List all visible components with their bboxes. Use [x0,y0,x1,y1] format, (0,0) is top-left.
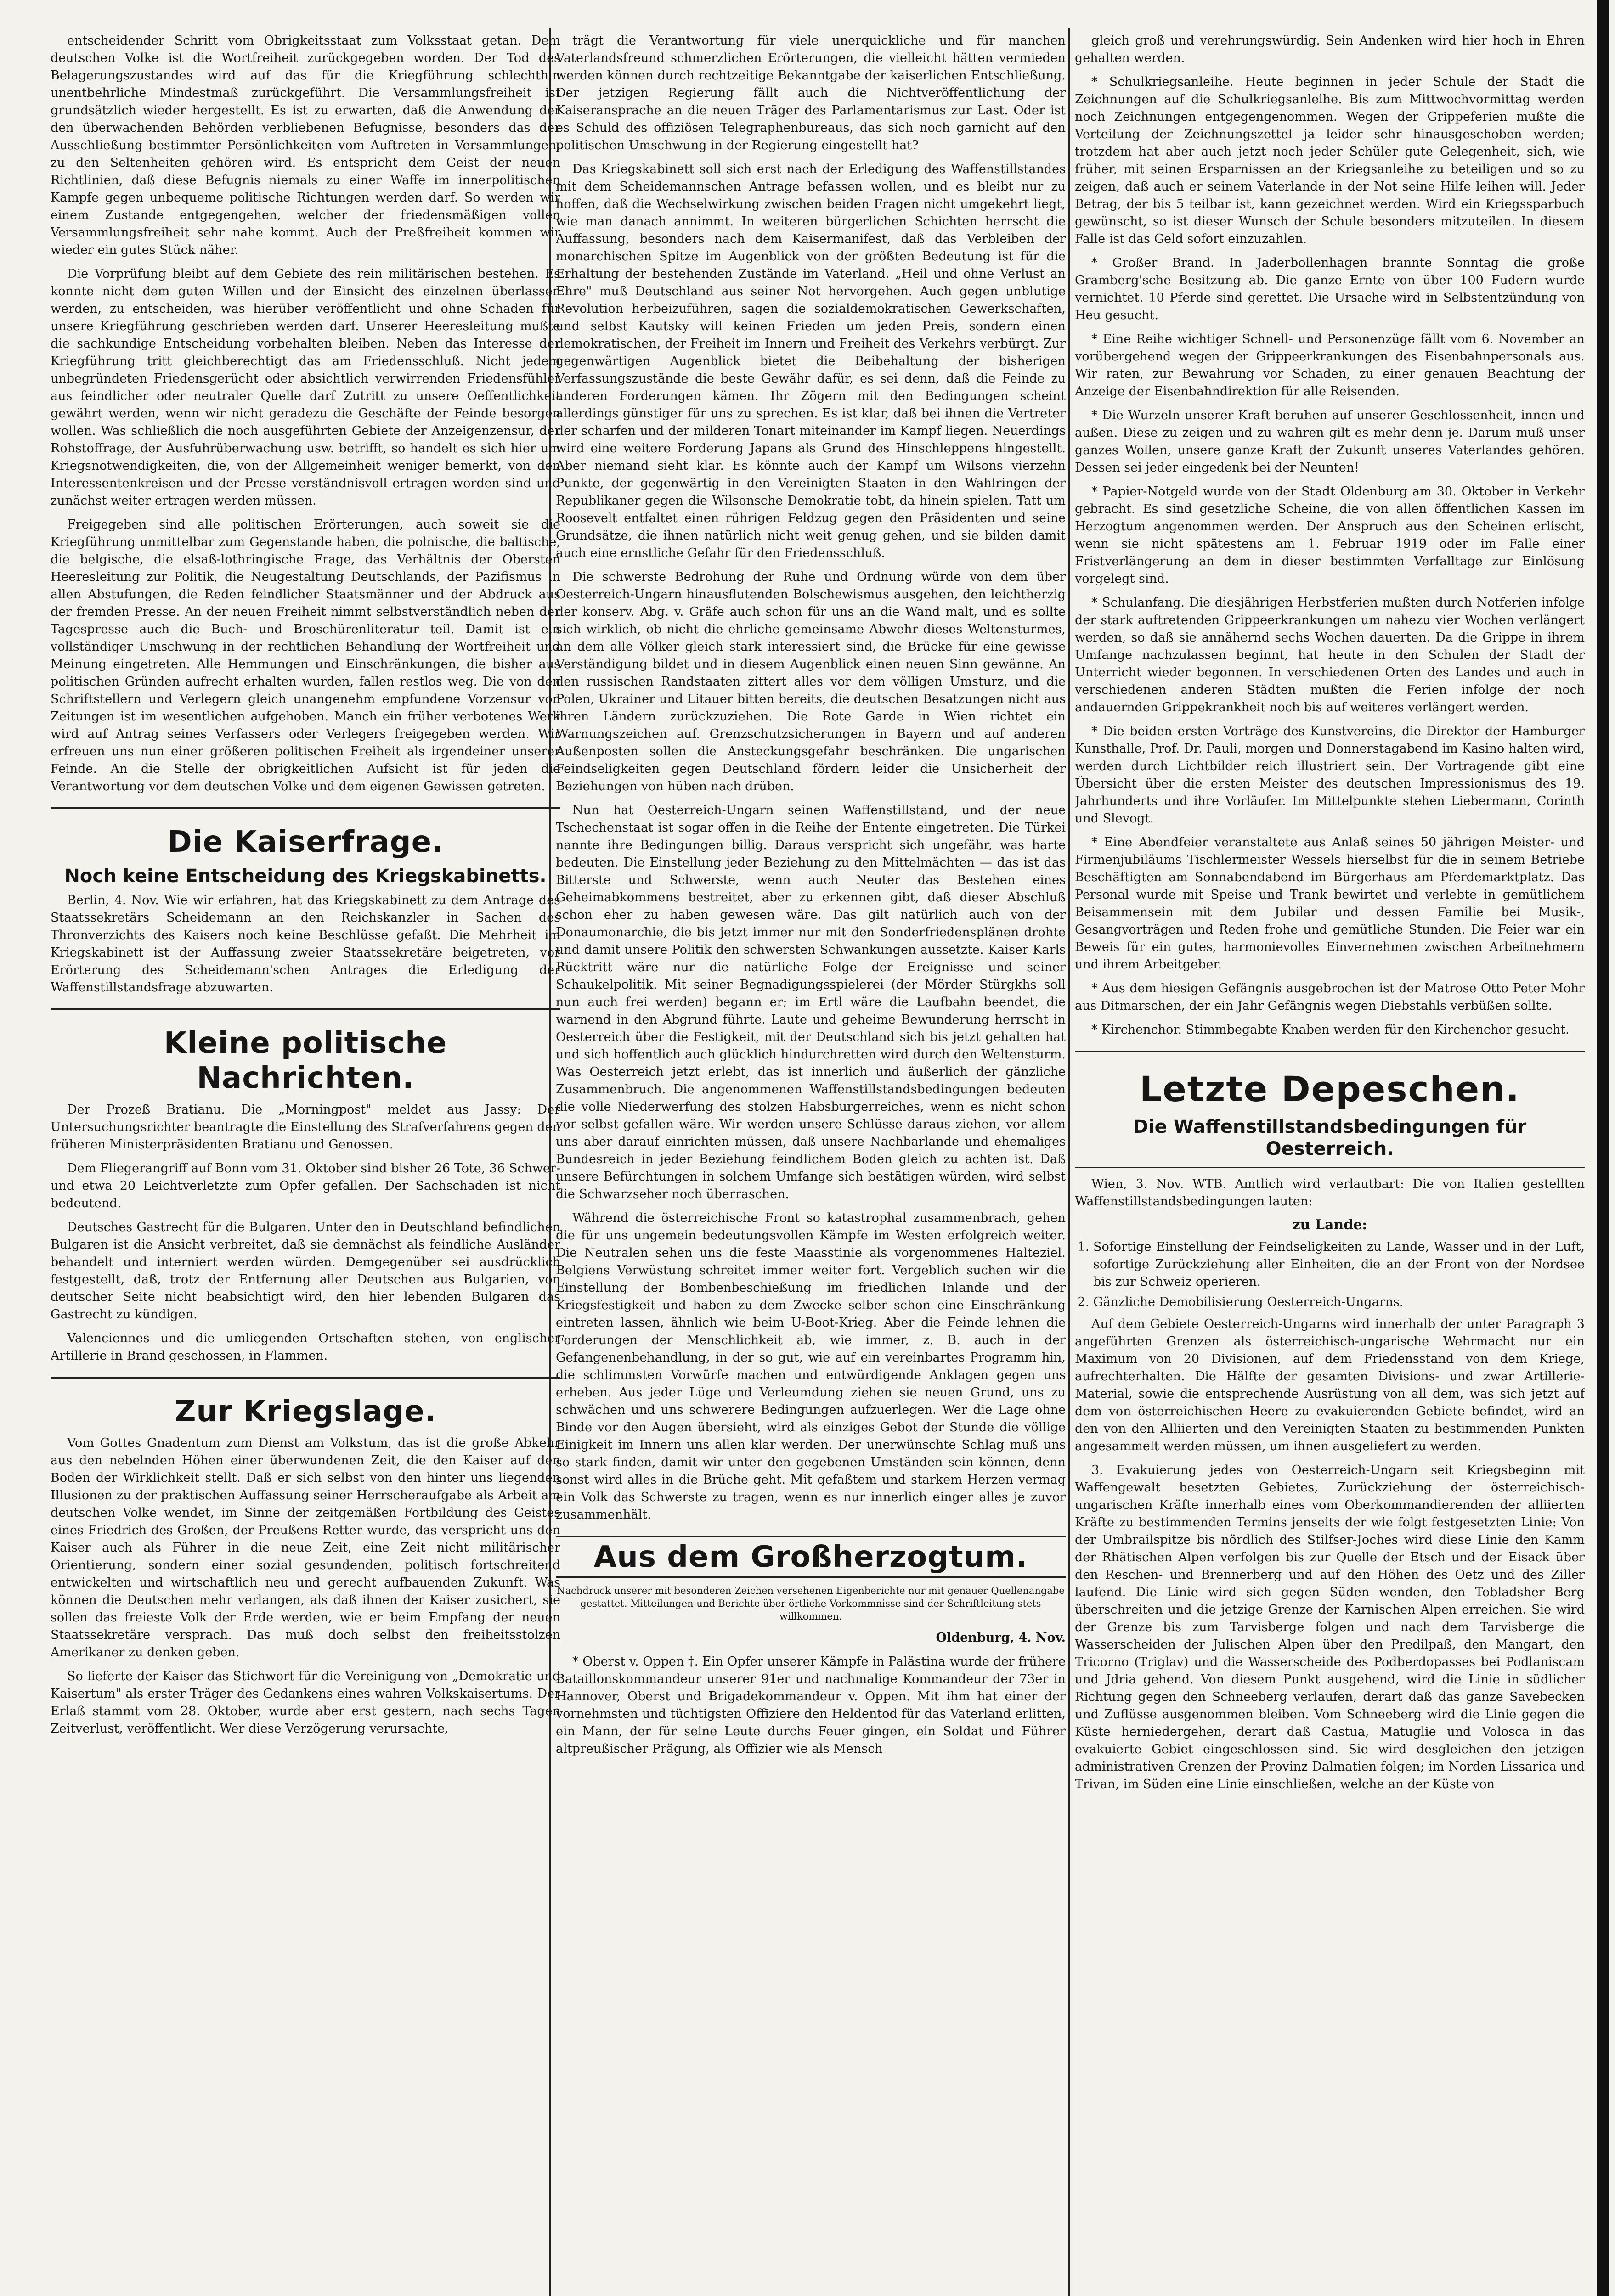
article-text: Vom Gottes Gnadentum zum Dienst am Volkstum, das ist die große Abkehr aus den nebelnden Höhen einer überwundenen Zeit, die den Kaiser auf den Boden der Wirklichkeit stellt. Daß er sich selbst von den hinter uns liegenden Illusionen zu der praktischen Auffassung seiner Herrscheraufgabe als Arbeit am deutschen Volke wendet, im Sinne der zeitgemäßen Fortbildung des Geistes eines Friedrich des Großen, der Preußens Retter wurde, das verspricht uns den Kaiser auch als Führer in die neue Zeit, eine Zeit nicht militärischer Orientierung, sondern einer sozial gesundenden, politisch fortschreitend entwickelten und wirtschaftlich neu und gerecht aufbauenden Zukunft. Was können die Deutschen mehr verlangen, als daß ihnen der Kaiser zusichert, sie sollen das freieste Volk der Erde werden, wie er beim Empfang der neuen Staatssekretäre versprach. Das muß doch selbst den freiheitsstolzen Amerikaner zu denken geben. [51,1436,560,1660]
subheadline: Noch keine Entscheidung des Kriegskabinetts. [64,866,547,887]
thin-divider [1075,1167,1585,1168]
local-item: * Die beiden ersten Vorträge des Kunstvereins, die Direktor der Hamburger Kunsthalle, Prof. Dr. Pauli, morgen und Donnerstagabend im Kasino halten wird, werden durch Lichtbilder reich illustriert sein. Der Vortragende gibt eine Übersicht über die ersten Meister des deutschen Impressionismus des 19. Jahrhunderts und ihre Vorläufer. Im Mittelpunkte stehen Liebermann, Corinth und Slevogt. [1075,724,1585,826]
section-divider [1075,1051,1585,1052]
news-item: Deutsches Gastrecht für die Bulgaren. Unter den in Deutschland befindlichen Bulgaren ist die Ansicht verbreitet, daß sie demnächst als feindliche Ausländer behandelt und interniert werden würden. Demgegenüber sei ausdrücklich festgestellt, daß, trotz der Entfernung aller Deutschen aus Bulgarien, von deutscher Seite nicht beabsichtigt wird, den hier lebenden Bulgaren das Gastrecht zu kündigen. [51,1220,560,1322]
article-text: * Oberst v. Oppen †. Ein Opfer unserer Kämpfe in Palästina wurde der frühere Bataillonskommandeur unserer 91er und nachmalige Kommandeur der 73er in Hannover, Oberst und Brigadekommandeur v. Oppen. Mit ihm hat einer der vornehmsten und tüchtigsten Offiziere den Heldentod für das Vaterland erlitten, ein Mann, der für seine Leute durchs Feuer gingen, ein Soldat und Führer altpreußischer Prägung, als Offizier wie als Mensch [556,1654,1066,1756]
local-item: * Großer Brand. In Jaderbollenhagen brannte Sonntag die große Gramberg'sche Besitzung ab. Die ganze Ernte von über 100 Fudern wurde vernichtet. 10 Pferde sind gerettet. Die Ursache wird in Selbstentzündung von Heu gesucht. [1075,256,1585,322]
page-edge [1597,0,1609,2296]
column-2 [556,32,1066,2296]
article-text: trägt die Verantwortung für viele unerquickliche und für manchen Vaterlandsfreund schmerzlichen Erörterungen, die vielleicht hätten vermieden werden können durch rechtzeitige Bekanntgabe der kaiserlichen Entschließung. Der jetzigen Regierung fällt auch die Nichtveröffentlichung der Kaiseransprache an die neuen Träger des Parlamentarismus zur Last. Oder ist es Schuld des offiziösen Telegraphenbureaus, das sich noch garnicht auf den politischen Umschwung in der Regierung eingestellt hat? [556,34,1066,152]
article-text: 3. Evakuierung jedes von Oesterreich-Ungarn seit Kriegsbeginn mit Waffengewalt besetzten Gebietes, Zurückziehung der österreichisch-ungarischen Kräfte innerhalb eines vom Oberkommandierenden der alliierten Kräfte zu bestimmenden Termins jenseits der wie folgt festgesetzten Linie: Von der Umbrailspitze bis nördlich des Stilfser-Joches wird diese Linie den Kamm der Rhätischen Alpen verfolgen bis zur Quelle der Etsch und der Eisack über den Reschen- und Brennerberg und auf den Höhen des Oetz und des Ziller laufend. Die Linie wird sich gegen Süden wenden, den Tobladsher Berg überschreiten und die jetzige Grenze der Karnischen Alpen erreichen. Sie wird der Grenze bis zum Tarvisberge folgen und nach dem Tarvisberge die Wasserscheiden der Julischen Alpen über den Predilpaß, den Mangart, den Tricorno (Triglav) und die Wasserscheide des Podberdopasses bei Podlaniscam und Jdria gehend. Von diesem Punkt ausgehend, wird die Linie in südlicher Richtung gegen den Schneeberg verlaufen, derart daß das ganze Savebecken und Zuflüsse ausgenommen bleiben. Vom Schneeberg wird die Linie gegen die Küste herniedergehen, derart daß Castua, Matuglie und Volosca in das evakuierte Gebiet eingeschlossen sind. Sie wird desgleichen den jetzigen administrativen Grenzen der Provinz Dalmatien folgen; im Norden Lissarica und Trivan, im Süden eine Linie einschließen, welche an der Küste von [1075,1463,1585,1791]
column-rule [1068,28,1070,2296]
section-divider [51,1377,560,1379]
list-item: 1. Sofortige Einstellung der Feindseligkeiten zu Lande, Wasser und in der Luft, sofortige Zurückziehung aller Einheiten, die an der Front von der Nordsee bis zur Schweiz operieren. [1093,1238,1585,1291]
dateline: Oldenburg, 4. Nov. [936,1631,1066,1645]
local-item: * Eine Reihe wichtiger Schnell- und Personenzüge fällt vom 6. November an vorübergehend wegen der Grippeerkrankungen des Eisenbahnpersonals aus. Wir raten, zur Bewahrung vor Schaden, zu einer genauen Beachtung der Anzeige der Eisenbahndirektion für alle Reisenden. [1075,332,1585,399]
subheadline: Die Waffenstillstandsbedingungen für Oesterreich. [1133,1116,1527,1159]
local-item: * Eine Abendfeier veranstaltete aus Anlaß seines 50 jährigen Meister- und Firmenjubiläums Tischlermeister Wessels hierselbst für die in seinem Betriebe Beschäftigten am Sonnabendabend im Bürgerhaus am Pferdemarktplatz. Das Personal wurde mit Speise und Trank bewirtet und verlebte in gemütlichem Beisammensein mit dem Jubilar und dessen Familie bei Musik-, Gesangvorträgen und Reden frohe und gemütliche Stunden. Die Feier war ein Beweis für ein gutes, harmonievolles Einvernehmen zwischen Arbeitnehmern und ihrem Arbeitgeber. [1075,835,1585,972]
column-1 [51,32,560,2296]
list-item: 2. Gänzliche Demobilisierung Oesterreich-Ungarns. [1093,1294,1585,1311]
local-item: * Kirchenchor. Stimmbegabte Knaben werden für den Kirchenchor gesucht. [1091,1023,1570,1037]
article-text: Während die österreichische Front so katastrophal zusammenbrach, gehen die für uns ungemein bedeutungsvollen Kämpfe im Westen erfolgreich weiter. Die Neutralen sehen uns die feste Maasstinie als vorgenommenes Halteziel. Belgiens Verwüstung schreitet immer weiter fort. Vergeblich suchen wir die Einstellung der Bombenbeschießung im friedlichen Inlande und der Kriegsfestigkeit und haben zu dem Zwecke selber schon eine Einschränkung eintreten lassen, ähnlich wie beim U-Boot-Krieg. Aber die Feinde lehnen die Forderungen der Menschlichkeit ab, wie immer, z. B. auch in der Gefangenenbehandlung, in der so gut, wie auf ein vereinbartes Programm hin, die schlimmsten Vorwürfe machen und entwürdigende Anklagen gegen uns erheben. Aus jeder Lüge und Verleumdung ziehen sie neuen Grund, uns zu schwächen und uns schwerere Bedingungen aufzuerlegen. Wer die Lage ohne Binde vor den Augen übersieht, wird als einziges Gebot der Stunde die völlige Einigkeit im Innern uns allen klar werden. Der unerwünschte Schlag muß uns so stark finden, damit wir unter den gegebenen Umständen sein können, denn sonst wird alles in die Brüche geht. Mit gefaßtem und starkem Herzen vermag ein Volk das Schwerste zu tragen, wenn es nur innerlich einger alles je zuvor zusammenhält. [556,1211,1066,1522]
news-item: Dem Fliegerangriff auf Bonn vom 31. Oktober sind bisher 26 Tote, 36 Schwer- und etwa 20 Leichtverletzte zum Opfer gefallen. Der Sachschaden ist nicht bedeutend. [51,1161,560,1210]
section-label: zu Lande: [1292,1217,1367,1233]
article-text: Berlin, 4. Nov. Wie wir erfahren, hat das Kriegskabinett zu dem Antrage des Staatssekretärs Scheidemann an den Reichskanzler in Sachen des Thronverzichts des Kaisers noch keine Beschlüsse gefaßt. Die Mehrheit im Kriegskabinett ist der Auffassung zweier Staatssekretäre beigetreten, vor Erörterung des Scheidemann'schen Antrages die Erledigung der Waffenstillstandsfrage abzuwarten. [51,893,560,995]
article-text: Nun hat Oesterreich-Ungarn seinen Waffenstillstand, und der neue Tschechenstaat ist sogar offen in die Reihe der Entente eingetreten. Die Türkei nannte ihre Bedingungen billig. Daraus verspricht sich ungefähr, was harte bedeuten. Die Einstellung jeder Beziehung zu den Mittelmächten — das ist das Bitterste und Schwerste, wenn auch Neuter das Bestehen eines Geheimabkommens bestreitet, aber zu erkennen gibt, daß dieser Abschluß schon eher zu haben gewesen wäre. Das gilt natürlich auch von der Donaumonarchie, die bis jetzt immer nur mit den Sonderfriedensplänen drohte und damit unsere Politik den schwersten Schwankungen aussetzte. Kaiser Karls Rücktritt wäre nur die natürliche Folge der Ereignisse und seiner Schaukelpolitik. Mit seiner Begnadigungsspielerei (der Mörder Stürgkhs soll nun auch frei werden) begann er; im Ertl wäre die Laufbahn beendet, die warnend in den Abgrund führte. Laute und geheime Bewunderung herrscht in Oesterreich über die Festigkeit, mit der Deutschland sich bis jetzt gehalten hat und sich hoffentlich auch glücklich hindurchretten wird durch den Weltensturm. Was Oesterreich jetzt erlebt, das ist innerlich und äußerlich der gänzliche Zusammenbruch. Die angenommenen Waffenstillstandsbedingungen bedeuten die volle Niederwerfung des stolzen Habsburgerreiches, wenn es nicht schon vor selbst gefallen wäre. Wir werden unsere Schlüsse daraus ziehen, vor allem uns aber darauf einrichten müssen, daß unsere Nachbarlande und ehemaliges Bundesreich in jeder Beziehung feindlichem Boden gleich zu achten ist. Daß unsere Befürchtungen in solchem Umfange sich bestätigen würden, wird selbst die Schwarzseher noch überraschen. [556,803,1066,1201]
article-text: So lieferte der Kaiser das Stichwort für die Vereinigung von „Demokratie und Kaisertum" als erster Träger des Gedankens eines wahren Volkskaisertums. Der Erlaß stammt vom 28. Oktober, wurde aber erst gestern, nach sechs Tagen Zeitverlust, veröffentlicht. Wer diese Verzögerung verursachte, [51,1669,560,1736]
news-item: Valenciennes und die umliegenden Ortschaften stehen, von englischer Artillerie in Brand geschossen, in Flammen. [51,1331,560,1363]
headline-kaiserfrage: Die Kaiserfrage. [167,825,444,859]
headline-grossherzogtum: Aus dem Großherzogtum. [593,1540,1028,1574]
condition-list [1075,1238,1585,1311]
headline-kleine-nachrichten: Kleine politische Nachrichten. [164,1026,447,1095]
section-divider [51,1008,560,1010]
local-item: * Papier-Notgeld wurde von der Stadt Oldenburg am 30. Oktober in Verkehr gebracht. Es sind gesetzliche Scheine, die von allen öffentlichen Kassen im Herzogtum angenommen werden. Der Anspruch aus den Scheinen erlischt, wenn sie nicht spätestens am 1. Februar 1919 oder im Falle einer Fristverlängerung an dem in dieser bestimmten Verfalltage zur Einlösung vorgelegt sind. [1075,484,1585,586]
article-text: Die schwerste Bedrohung der Ruhe und Ordnung würde von dem über Oesterreich-Ungarn hinausflutenden Bolschewismus ausgehen, den leichtherzig der konserv. Abg. v. Gräfe auch schon für uns an die Wand malt, und es sollte sich wirklich, ob nicht die ehrliche gemeinsame Abwehr dieses Weltensturmes, an dem alle Völker gleich stark interessiert sind, die Brücke für eine gewisse Verständigung bildet und in diesem Augenblick einen neuen Sinn gewänne. An den russischen Randstaaten zittert alles vor dem völligen Umsturz, und die Polen, Ukrainer und Litauer bitten bereits, die deutschen Besatzungen nicht aus ihren Ländern zurückzuziehen. Die Rote Garde in Wien richtet ein Warnungszeichen auf. Grenzschutzsicherungen in Bayern und auf anderen Außenposten sollen die Ansteckungsgefahr beschränken. Die ungarischen Feindseligkeiten gegen Deutschland fördern leider die Unsicherheit der Beziehungen von hüben nach drüben. [556,570,1066,793]
section-divider [51,807,560,809]
column-3 [1075,32,1585,2296]
article-text: entscheidender Schritt vom Obrigkeitsstaat zum Volksstaat getan. Dem deutschen Volke ist die Wortfreiheit zurückgegeben worden. Der Tod des Belagerungszustandes wird auf das für die Kriegführung schlechthin unentbehrliche Mindestmaß zurückgeführt. Die Versammlungsfreiheit ist grundsätzlich wieder hergestellt. Es ist zu erwarten, daß die Anwendung der den überwachenden Behörden verbliebenen Befugnisse, besonders das der Ausschließung bestimmter Persönlichkeiten vom Auftreten in Versammlungen, zu den Seltenheiten gehören wird. Es entspricht dem Geist der neuen Richtlinien, daß diese Befugnis niemals zu einer Waffe im innerpolitischen Kampfe gegen unbequeme politische Richtungen werden darf. So werden wir einem Zustande entgegengehen, welcher der friedensmäßigen vollen Versammlungsfreiheit sehr nahe kommt. Auch der Preßfreiheit kommen wir wieder ein gutes Stück näher. [51,34,560,257]
article-text: Freigegeben sind alle politischen Erörterungen, auch soweit sie die Kriegführung unmittelbar zum Gegenstande haben, die polnische, die baltische, die belgische, die elsaß-lothringische Frage, das Verhältnis der Obersten Heeresleitung zur Politik, die Neugestaltung Deutschlands, der Pazifismus in allen Abstufungen, die Reden feindlicher Staatsmänner und der Abdruck aus der fremden Presse. An der neuen Freiheit nimmt selbstverständlich neben der Tagespresse auch die Buch- und Broschürenliteratur teil. Damit ist ein vollständiger Umschwung in der rechtlichen Behandlung der Wortfreiheit und Meinung eingetreten. Alle Hemmungen und Einschränkungen, die bisher aus politischen Gründen aufrecht erhalten wurden, fallen restlos weg. Die von den Schriftstellern und Verlegern gleich unangenehm empfundene Vorzensur von Zeitungen ist im wesentlichen aufgehoben. Manch ein früher verbotenes Werk wird auf Antrag seines Verfassers oder Verlegers freigegeben werden. Wir erfreuen uns nun einer größeren politischen Freiheit als irgendeiner unserer Feinde. An die Stelle der obrigkeitlichen Aufsicht ist für jeden die Verantwortung vor dem deutschen Volke und dem eigenen Gewissen getreten. [51,518,560,793]
local-item: * Schulanfang. Die diesjährigen Herbstferien mußten durch Notferien infolge der stark auftretenden Grippeerkrankungen um nahezu vier Wochen verlängert werden, so daß sie annähernd sechs Wochen dauerten. Da die Grippe in ihrem Umfange nachzulassen beginnt, hat heute in den Schulen der Stadt der Unterricht wieder begonnen. In verschiedenen Orten des Landes und auch in verschiedenen anderen Städten mußten die Ferien infolge der noch andauernden Grippekrankheit noch bis auf weiteres verlängert werden. [1075,596,1585,715]
article-text: Das Kriegskabinett soll sich erst nach der Erledigung des Waffenstillstandes mit dem Scheidemannschen Antrage befassen wollen, und es bleibt nur zu hoffen, daß die Wechselwirkung zwischen beiden Fragen nicht umgekehrt liegt, wie man danach annimmt. In weiteren bürgerlichen Schichten herrscht die Auffassung, besonders nach dem Kaisermanifest, daß das Verbleiben der monarchischen Spitze im Augenblick von der größten Bedeutung ist für die Erhaltung der bestehenden Zustände im Vaterland. „Heil und ohne Verlust an Ehre" muß Deutschland aus seiner Not hervorgehen. Auch gegen unblutige Revolution herbeizuführen, sagen die sozialdemokratischen Gewerkschaften, und selbst Kautsky will keinen Frieden um jeden Preis, sondern einen demokratischen, der Freiheit im Innern und Freiheit des Verkehrs verbürgt. Zur gegenwärtigen Augenblick bietet die Beibehaltung der bisherigen Verfassungszustände die beste Gewähr dafür, es sei denn, daß die Feinde zu anderen Forderungen kämen. Ihr Zögern mit den Bedingungen scheint allerdings günstiger für uns zu sprechen. Es ist klar, daß bei ihnen die Vertreter der scharfen und der milderen Tonart miteinander im Kampf liegen. Neuerdings wird eine weitere Forderung Japans als Grund des Hinschleppens hingestellt. Aber niemand sieht klar. Es könnte auch der Kampf um Wilsons vierzehn Punkte, der gegenwärtig in den Vereinigten Staaten in den Wahlringen der Republikaner gegen die Wilsonsche Demokratie tobt, da hinein spielen. Tatt um Roosevelt entfaltet einen rührigen Feldzug gegen den Präsidenten und seine Grundsätze, die ihnen natürlich nicht weit genug gehen, und sie bilden damit auch eine ernstliche Gefahr für den Friedensschluß. [556,162,1066,560]
local-item: * Die Wurzeln unserer Kraft beruhen auf unserer Geschlossenheit, innen und außen. Diese zu zeigen und zu wahren gilt es mehr denn je. Darum muß unser ganzes Wollen, unsere ganze Kraft der Zukunft unseres Vaterlandes gehören. Dessen sei jeder eingedenk bei der Neunten! [1075,408,1585,475]
reprint-note: Nachdruck unserer mit besonderen Zeichen versehenen Eigenberichte nur mit genauer Quellenangabe gestattet. Mitteilungen und Berichte über örtliche Vorkommnisse sind der Schriftleitung stets willkommen. [557,1585,1065,1622]
article-text: gleich groß und verehrungswürdig. Sein Andenken wird hier hoch in Ehren gehalten werden. [1075,34,1585,65]
news-item: Der Prozeß Bratianu. Die „Morningpost" meldet aus Jassy: Der Untersuchungsrichter beantragte die Einstellung des Strafverfahrens gegen den früheren Ministerpräsidenten Bratianu und Genossen. [51,1103,560,1152]
local-item: * Aus dem hiesigen Gefängnis ausgebrochen ist der Matrose Otto Peter Mohr aus Ditmarschen, der ein Jahr Gefängnis wegen Diebstahls verbüßen sollte. [1075,981,1585,1013]
article-text: Wien, 3. Nov. WTB. Amtlich wird verlautbart: Die von Italien gestellten Waffenstillstandsbedingungen lauten: [1075,1177,1585,1209]
headline-kriegslage: Zur Kriegslage. [175,1395,436,1429]
headline-letzte-depeschen: Letzte Depeschen. [1139,1069,1520,1109]
article-text: Auf dem Gebiete Oesterreich-Ungarns wird innerhalb der unter Paragraph 3 angeführten Grenzen als österreichisch-ungarische Wehrmacht nur ein Maximum von 20 Divisionen, auf dem Friedensstand von dem Kriege, aufrechterhalten. Die Hälfte der gesamten Divisions- und zwar Artillerie-Material, sowie die entsprechende Ausrüstung von all dem, was sich jetzt auf dem von österreichischen Heere zu evakuierenden Gebiete befindet, wird an den von den Alliierten und den Vereinigten Staaten zu bestimmenden Punkten angesammelt werden müssen, um ihnen ausgeliefert zu werden. [1075,1317,1585,1453]
section-header-box [556,1536,1066,1578]
local-item: * Schulkriegsanleihe. Heute beginnen in jeder Schule der Stadt die Zeichnungen auf die Schulkriegsanleihe. Bis zum Mittwochvormittag werden noch Zeichnungen entgegengenommen. Wegen der Grippeferien mußte die Verteilung der Zeichnungszettel ja leider sehr hinausgeschoben werden; trotzdem hat aber auch jetzt noch jeder Schüler gute Gelegenheit, sich, wie früher, mit seinen Ersparnissen an der Kriegsanleihe zu beteiligen und so zu zeigen, daß auch er seinem Vaterlande in der Not seine Hilfe leihen will. Jeder Betrag, der bis 5 teilbar ist, kann gezeichnet werden. Wird ein Kriegssparbuch gewünscht, so ist dieser Wunsch der Schule besonders mitzuteilen. In diesem Falle ist das Geld sofort einzuzahlen. [1075,75,1585,246]
article-text: Die Vorprüfung bleibt auf dem Gebiete des rein militärischen bestehen. Es konnte nicht dem guten Willen und der Einsicht des einzelnen überlassen werden, zu entscheiden, was hierüber veröffentlicht und ohne Schaden für unsere Kriegführung geschrieben werden darf. Unserer Heeresleitung mußte die sachkundige Entscheidung vorbehalten bleiben. Neben das Interesse der Kriegführung tritt gleichberechtigt das am Friedensschluß. Nicht jedem unbegründeten Friedensgerücht oder absichtlich verwirrenden Friedensfühler aus feindlicher oder neutraler Quelle darf Zutritt zu unsere Oeffentlichkeit gewährt werden, wenn wir nicht geradezu die Geschäfte der Feinde besorgen wollen. Was schließlich die noch ausgeführten Gebiete der Anzeigenzensur, der Rohstoffrage, der Ausfuhrüberwachung usw. betrifft, so handelt es sich hier um Kriegsnotwendigkeiten, die, von der Allgemeinheit weniger bemerkt, von den Interessentenkreisen und der Presse verständnisvoll ertragen worden sind und zunächst weiter ertragen werden müssen. [51,267,560,508]
